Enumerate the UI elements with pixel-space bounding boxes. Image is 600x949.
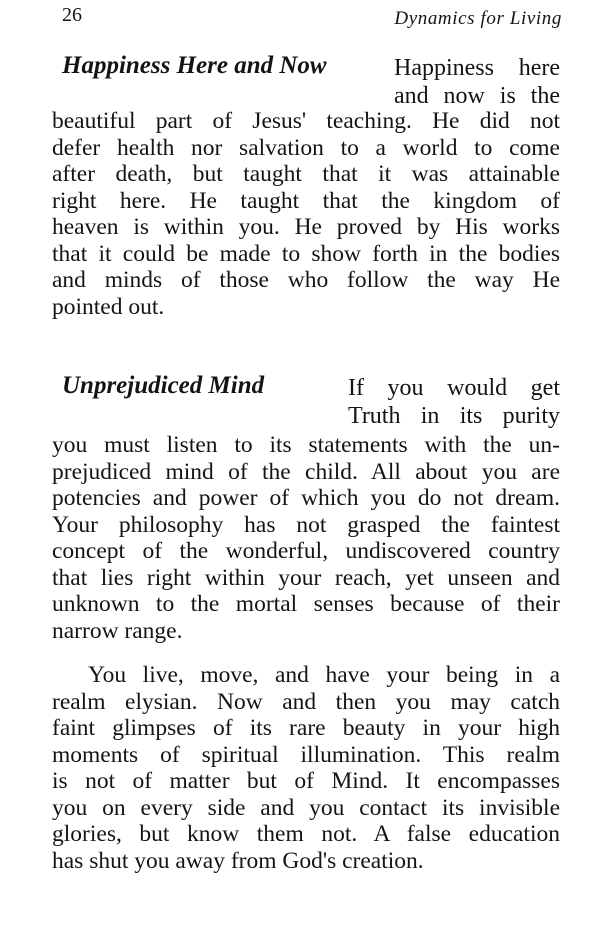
running-title: Dynamics for Living	[394, 8, 562, 29]
text-line: realm elysian. Now and then you may catch	[52, 688, 560, 715]
section-happiness-here-and-now	[52, 52, 560, 320]
intro-line: If you would get	[348, 375, 560, 401]
section-unprejudiced-mind	[52, 372, 560, 644]
page-number: 26	[62, 4, 82, 26]
text-line: unknown to the mortal senses because of their	[52, 591, 560, 617]
text-line: concept of the wonderful, undiscovered country	[52, 538, 560, 564]
paragraph-realm-elysian	[52, 662, 560, 874]
intro-line: and now is the	[394, 83, 560, 109]
section-body	[52, 108, 560, 320]
text-line: after death, but taught that it was attainable	[52, 161, 560, 187]
text-line: glories, but know them not. A false education	[52, 821, 560, 847]
text-line: You live, move, and have your being in a	[88, 662, 560, 688]
text-line: you must listen to its statements with the un-	[52, 432, 560, 458]
text-line: narrow range.	[52, 617, 183, 644]
heading-row	[52, 52, 560, 108]
section-body	[52, 432, 560, 644]
heading-row	[52, 372, 560, 432]
section-intro	[394, 54, 560, 110]
text-line: and minds of those who follow the way He	[52, 267, 560, 293]
section-heading: Unprejudiced Mind	[62, 372, 265, 399]
text-line: that lies right within your reach, yet unseen and	[52, 564, 560, 591]
text-line: that it could be made to show forth in the bodies	[52, 240, 560, 267]
section-intro	[348, 374, 560, 430]
text-line: beautiful part of Jesus' teaching. He did not	[52, 108, 560, 134]
text-line: Your philosophy has not grasped the faintest	[52, 511, 560, 538]
text-line: potencies and power of which you do not dream.	[52, 485, 560, 511]
text-line: faint glimpses of its rare beauty in your high	[52, 715, 560, 741]
intro-line: Truth in its purity	[348, 403, 560, 429]
text-line: pointed out.	[52, 293, 165, 320]
text-line: heaven is within you. He proved by His works	[52, 214, 560, 240]
text-line: moments of spiritual illumination. This realm	[52, 741, 560, 768]
text-line: prejudiced mind of the child. All about you are	[52, 458, 560, 485]
intro-line: Happiness here	[394, 55, 560, 81]
page-header	[60, 4, 562, 34]
text-line: you on every side and you contact its invisible	[52, 794, 560, 821]
text-line: has shut you away from God's creation.	[52, 847, 424, 874]
text-line: is not of matter but of Mind. It encompasses	[52, 768, 560, 794]
section-heading: Happiness Here and Now	[62, 52, 327, 79]
text-line: defer health nor salvation to a world to come	[52, 134, 560, 161]
text-line: right here. He taught that the kingdom of	[52, 187, 560, 214]
